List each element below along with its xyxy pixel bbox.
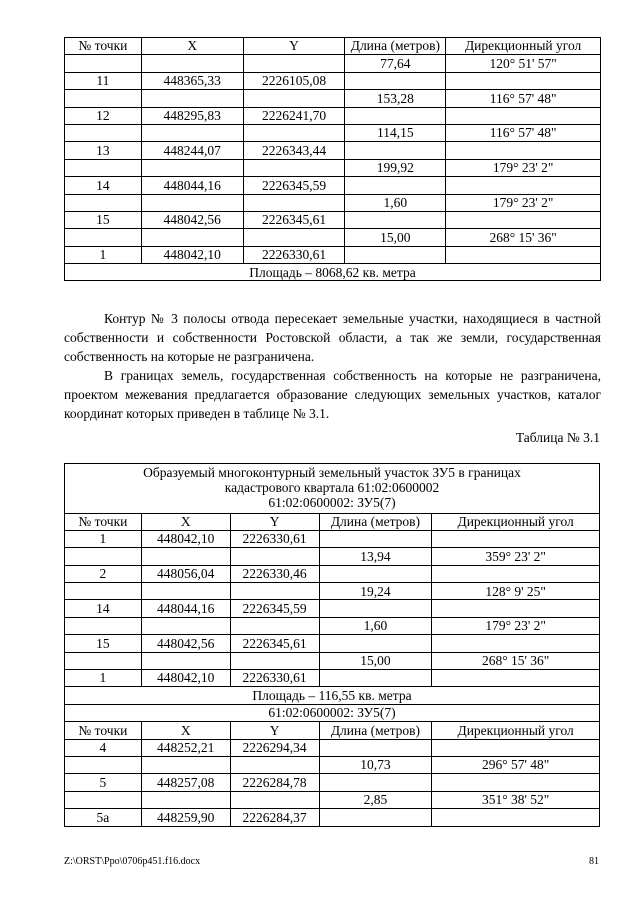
angle-cell: 296° 57' 48" xyxy=(432,757,600,774)
table-row xyxy=(65,177,601,194)
length-cell: 114,15 xyxy=(345,124,446,141)
y-cell: 2226241,70 xyxy=(243,107,345,124)
x-cell: 448044,16 xyxy=(141,600,230,617)
length-cell: 19,24 xyxy=(319,583,432,600)
x-cell: 448042,10 xyxy=(141,530,230,547)
angle-cell xyxy=(446,107,601,124)
length-cell xyxy=(345,72,446,89)
x-cell xyxy=(141,548,230,565)
coordinates-table-1 xyxy=(64,37,601,281)
table-caption: Таблица № 3.1 xyxy=(515,430,600,445)
length-cell: 13,94 xyxy=(319,548,432,565)
table-title-line-2: кадастрового квартала 61:02:0600002 xyxy=(224,479,440,495)
point-cell: 11 xyxy=(65,72,142,89)
table-row xyxy=(65,548,600,565)
angle-cell: 116° 57' 48" xyxy=(446,124,601,141)
y-cell: 2226284,37 xyxy=(230,809,319,826)
table-row xyxy=(65,600,600,617)
point-cell: 13 xyxy=(65,142,142,159)
body-text xyxy=(64,309,601,423)
angle-cell: 179° 23' 2" xyxy=(446,159,601,176)
header-x: X xyxy=(141,722,230,739)
header-point: № точки xyxy=(65,513,142,530)
table-row xyxy=(65,809,600,826)
angle-cell: 179° 23' 2" xyxy=(432,617,600,634)
angle-cell: 116° 57' 48" xyxy=(446,90,601,107)
length-cell: 15,00 xyxy=(319,652,432,669)
table-title xyxy=(65,464,600,514)
length-cell xyxy=(345,177,446,194)
y-cell xyxy=(230,791,319,808)
point-cell xyxy=(65,90,142,107)
header-y: Y xyxy=(230,513,319,530)
footer-page-number: 81 xyxy=(589,856,599,867)
point-cell: 2 xyxy=(65,565,142,582)
contour-subtitle: 61:02:0600002: ЗУ5(7) xyxy=(65,704,600,721)
point-cell: 1 xyxy=(65,530,142,547)
header-angle: Дирекционный угол xyxy=(432,722,600,739)
y-cell xyxy=(230,583,319,600)
angle-cell xyxy=(446,246,601,263)
point-cell xyxy=(65,229,142,246)
header-y: Y xyxy=(243,38,345,55)
x-cell xyxy=(141,652,230,669)
length-cell: 2,85 xyxy=(319,791,432,808)
table-row xyxy=(65,635,600,652)
x-cell xyxy=(141,229,243,246)
x-cell xyxy=(141,617,230,634)
point-cell: 15 xyxy=(65,211,142,228)
length-cell xyxy=(345,211,446,228)
table-row xyxy=(65,229,601,246)
angle-cell xyxy=(432,670,600,687)
length-cell xyxy=(319,774,432,791)
table-row xyxy=(65,791,600,808)
angle-cell xyxy=(446,211,601,228)
length-cell xyxy=(319,809,432,826)
y-cell xyxy=(230,548,319,565)
point-cell: 4 xyxy=(65,739,142,756)
point-cell: 14 xyxy=(65,177,142,194)
y-cell xyxy=(243,124,345,141)
y-cell: 2226343,44 xyxy=(243,142,345,159)
angle-cell xyxy=(432,600,600,617)
y-cell xyxy=(243,55,345,72)
table-row xyxy=(65,739,600,756)
y-cell: 2226330,61 xyxy=(230,670,319,687)
angle-cell xyxy=(446,72,601,89)
x-cell xyxy=(141,55,243,72)
table-row xyxy=(65,583,600,600)
header-y: Y xyxy=(230,722,319,739)
point-cell: 1 xyxy=(65,246,142,263)
table-row xyxy=(65,159,601,176)
length-cell: 15,00 xyxy=(345,229,446,246)
table-row xyxy=(65,72,601,89)
x-cell: 448042,56 xyxy=(141,635,230,652)
angle-cell: 268° 15' 36" xyxy=(446,229,601,246)
header-point: № точки xyxy=(65,38,142,55)
x-cell: 448042,10 xyxy=(141,670,230,687)
point-cell: 14 xyxy=(65,600,142,617)
point-cell xyxy=(65,791,142,808)
table-row xyxy=(65,652,600,669)
x-cell: 448252,21 xyxy=(141,739,230,756)
length-cell xyxy=(345,107,446,124)
table-title-line-3: 61:02:0600002: ЗУ5(7) xyxy=(268,494,396,510)
table-header-row xyxy=(65,38,601,55)
table-row xyxy=(65,565,600,582)
area-value-row xyxy=(65,687,600,704)
y-cell xyxy=(243,90,345,107)
x-cell: 448365,33 xyxy=(141,72,243,89)
length-cell xyxy=(345,142,446,159)
angle-cell xyxy=(432,635,600,652)
x-cell: 448244,07 xyxy=(141,142,243,159)
header-point: № точки xyxy=(65,722,142,739)
length-cell: 199,92 xyxy=(345,159,446,176)
x-cell xyxy=(141,583,230,600)
angle-cell xyxy=(432,774,600,791)
y-cell: 2226105,08 xyxy=(243,72,345,89)
x-cell xyxy=(141,791,230,808)
y-cell xyxy=(243,194,345,211)
header-angle: Дирекционный угол xyxy=(432,513,600,530)
table-row xyxy=(65,246,601,263)
point-cell xyxy=(65,652,142,669)
coordinates-table-2 xyxy=(64,463,600,827)
header-x: X xyxy=(141,513,230,530)
y-cell: 2226345,61 xyxy=(230,635,319,652)
x-cell: 448044,16 xyxy=(141,177,243,194)
y-cell xyxy=(243,159,345,176)
point-cell xyxy=(65,124,142,141)
table-row xyxy=(65,211,601,228)
y-cell xyxy=(230,617,319,634)
y-cell: 2226330,46 xyxy=(230,565,319,582)
x-cell: 448295,83 xyxy=(141,107,243,124)
point-cell xyxy=(65,548,142,565)
x-cell xyxy=(141,124,243,141)
point-cell: 5а xyxy=(65,809,142,826)
point-cell: 1 xyxy=(65,670,142,687)
y-cell xyxy=(243,229,345,246)
x-cell: 448056,04 xyxy=(141,565,230,582)
x-cell: 448259,90 xyxy=(141,809,230,826)
angle-cell: 359° 23' 2" xyxy=(432,548,600,565)
point-cell xyxy=(65,583,142,600)
area-value: Площадь – 116,55 кв. метра xyxy=(65,687,600,704)
length-cell xyxy=(319,670,432,687)
header-x: X xyxy=(141,38,243,55)
length-cell xyxy=(319,739,432,756)
table-row xyxy=(65,757,600,774)
angle-cell xyxy=(432,739,600,756)
point-cell: 12 xyxy=(65,107,142,124)
x-cell xyxy=(141,757,230,774)
table-row xyxy=(65,124,601,141)
table-title-row xyxy=(65,464,600,514)
footer-file-path: Z:\ORST\Ppo\0706p451.f16.docx xyxy=(64,856,201,867)
angle-cell xyxy=(432,809,600,826)
y-cell: 2226330,61 xyxy=(230,530,319,547)
point-cell: 5 xyxy=(65,774,142,791)
table-row xyxy=(65,107,601,124)
angle-cell xyxy=(432,530,600,547)
table-row xyxy=(65,55,601,72)
table-header-row xyxy=(65,513,600,530)
y-cell xyxy=(230,757,319,774)
header-angle: Дирекционный угол xyxy=(446,38,601,55)
area-row xyxy=(65,264,601,281)
y-cell: 2226345,59 xyxy=(230,600,319,617)
header-length: Длина (метров) xyxy=(345,38,446,55)
x-cell xyxy=(141,194,243,211)
length-cell: 1,60 xyxy=(319,617,432,634)
table-row xyxy=(65,90,601,107)
y-cell: 2226330,61 xyxy=(243,246,345,263)
table-header-row xyxy=(65,722,600,739)
length-cell xyxy=(319,530,432,547)
x-cell: 448042,10 xyxy=(141,246,243,263)
table-row xyxy=(65,194,601,211)
contour-subtitle-row xyxy=(65,704,600,721)
length-cell xyxy=(319,635,432,652)
angle-cell: 128° 9' 25" xyxy=(432,583,600,600)
table-row xyxy=(65,530,600,547)
x-cell: 448042,56 xyxy=(141,211,243,228)
area-value: Площадь – 8068,62 кв. метра xyxy=(65,264,601,281)
angle-cell xyxy=(446,177,601,194)
point-cell xyxy=(65,194,142,211)
length-cell xyxy=(345,246,446,263)
angle-cell xyxy=(446,142,601,159)
angle-cell: 351° 38' 52" xyxy=(432,791,600,808)
y-cell: 2226345,61 xyxy=(243,211,345,228)
length-cell: 153,28 xyxy=(345,90,446,107)
y-cell xyxy=(230,652,319,669)
x-cell: 448257,08 xyxy=(141,774,230,791)
x-cell xyxy=(141,159,243,176)
angle-cell xyxy=(432,565,600,582)
length-cell xyxy=(319,600,432,617)
table-row xyxy=(65,142,601,159)
x-cell xyxy=(141,90,243,107)
length-cell: 1,60 xyxy=(345,194,446,211)
header-length: Длина (метров) xyxy=(319,722,432,739)
angle-cell: 179° 23' 2" xyxy=(446,194,601,211)
length-cell xyxy=(319,565,432,582)
table-row xyxy=(65,670,600,687)
length-cell: 77,64 xyxy=(345,55,446,72)
angle-cell: 268° 15' 36" xyxy=(432,652,600,669)
point-cell xyxy=(65,757,142,774)
y-cell: 2226345,59 xyxy=(243,177,345,194)
table-row xyxy=(65,774,600,791)
y-cell: 2226294,34 xyxy=(230,739,319,756)
point-cell xyxy=(65,617,142,634)
point-cell xyxy=(65,55,142,72)
header-length: Длина (метров) xyxy=(319,513,432,530)
paragraph-2: В границах земель, государственная собственность на которые не разграничена, проектом межевания предлагается образование следующих земельных участков, каталог координат которых приведен в таблице № 3.1. xyxy=(64,368,601,421)
point-cell: 15 xyxy=(65,635,142,652)
angle-cell: 120° 51' 57" xyxy=(446,55,601,72)
y-cell: 2226284,78 xyxy=(230,774,319,791)
table-row xyxy=(65,617,600,634)
length-cell: 10,73 xyxy=(319,757,432,774)
point-cell xyxy=(65,159,142,176)
table-title-line-1: Образуемый многоконтурный земельный участок ЗУ5 в границах xyxy=(143,465,521,480)
paragraph-1: Контур № 3 полосы отвода пересекает земельные участки, находящиеся в частной собственности и собственности Ростовской области, а так же земли, государственная собственность на которые не разграничена. xyxy=(64,311,601,364)
